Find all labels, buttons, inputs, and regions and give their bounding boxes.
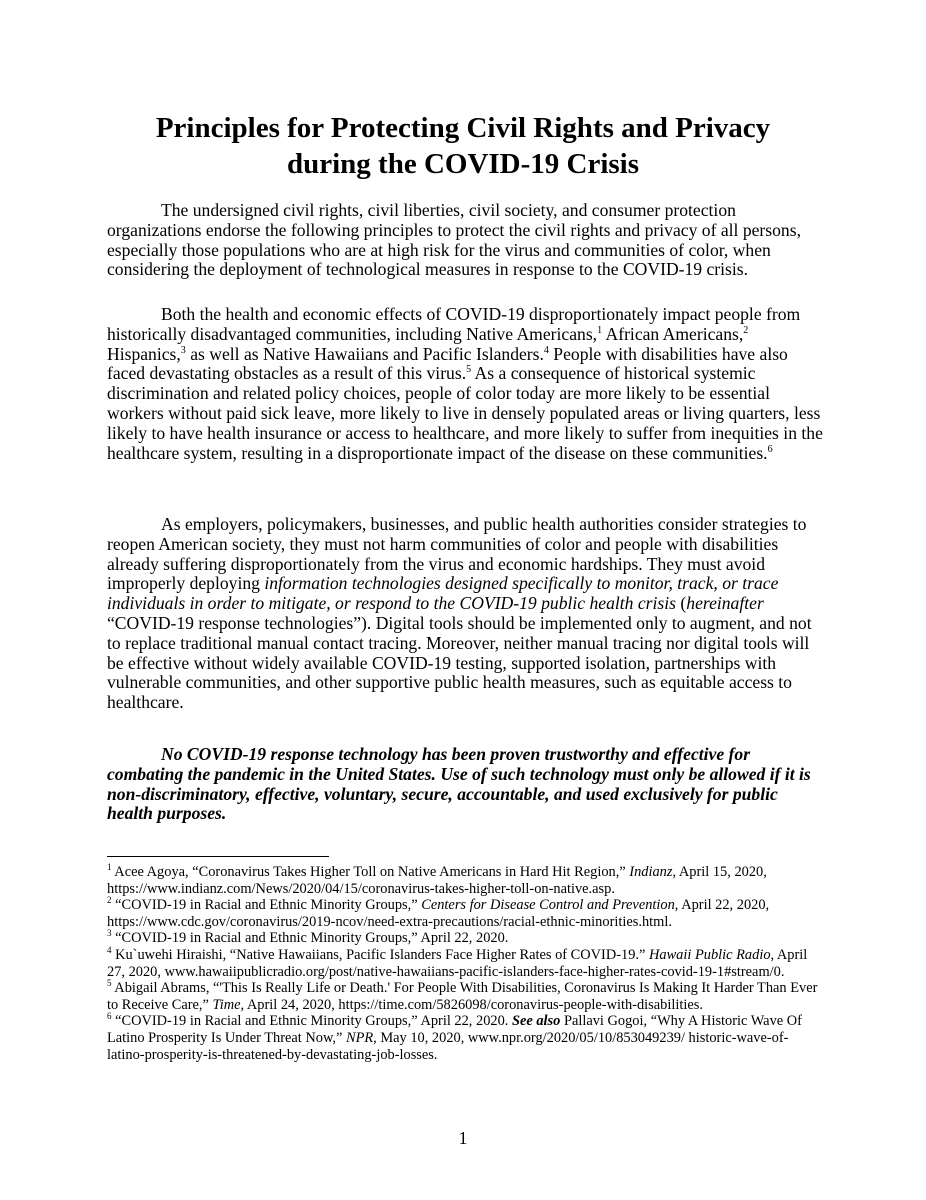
footnote-ref-2: 2 <box>743 324 749 336</box>
page-title <box>100 110 826 182</box>
footnote-6 <box>107 1013 823 1063</box>
key-statement-text: No COVID-19 response technology has been proven trustworthy and effective for combating the pandemic in the United States. Use of such technology must only be allowed if it is non-discriminatory, effective, voluntary, secure, accountable, and used exclusively for public health purposes. <box>107 744 811 824</box>
footnote-ref-3: 3 <box>180 344 186 356</box>
footnote-divider <box>107 856 329 857</box>
intro-paragraph-text: The undersigned civil rights, civil liberties, civil society, and consumer protection organizations endorse the following principles to protect the civil rights and privacy of all persons, especially those populations who are at high risk for the virus and communities of color, when considering the deployment of technological measures in response to the COVID-19 crisis. <box>107 200 801 280</box>
impact-text-5: People with disabilities have also faced devastating obstacles as a result of this virus. <box>107 343 788 384</box>
impact-paragraph <box>107 305 823 463</box>
footnote-4-text-b: , April 27, 2020, www.hawaiipublicradio.org/post/native-hawaiians-pacific-islanders-face-higher-rates-covid-19-1#stream/0. <box>107 946 808 980</box>
strategy-text-1: As employers, policymakers, businesses, and public health authorities consider strategies to reopen American society, they must not harm communities of color and people with disabilities already suffering disproportionately from the virus and economic hardships. They must avoid improperly deploying <box>107 514 807 594</box>
impact-text-6: As a consequence of historical systemic discrimination and related policy choices, people of color today are more likely to be essential workers without paid sick leave, more likely to live in densely populated areas or living quarters, less likely to have health insurance or access to healthcare, and more likely to suffer from inequities in the healthcare system, resulting in a disproportionate impact of the disease on these communities. <box>107 363 823 463</box>
footnote-ref-6: 6 <box>767 443 773 455</box>
footnote-2-text-b: , April 22, 2020, https://www.cdc.gov/coronavirus/2019-ncov/need-extra-precautions/racial-ethnic-minorities.html. <box>107 897 770 930</box>
footnote-4-source: Hawaii Public Radio <box>649 946 771 963</box>
footnote-5-text-a: Abigail Abrams, “'This Is Really Life or Death.' For People With Disabilities, Coronavirus Is Making It Harder Than Ever to Receive Care,” <box>107 980 818 1013</box>
footnote-2 <box>107 897 823 930</box>
footnote-6-text-c: May 10, 2020, www.npr.org/2020/05/10/853049239/ historic-wave-of-latino-prosperity-is-threatened-by-devastating-job-losses. <box>107 1029 789 1063</box>
footnote-1 <box>107 864 823 897</box>
strategy-italic-definition: information technologies designed specifically to monitor, track, or trace individuals in order to mitigate, or respond to the COVID-19 public health crisis <box>107 573 779 614</box>
title-line-2: during the COVID-19 Crisis <box>286 148 640 180</box>
page-number: 1 <box>458 1128 468 1148</box>
footnote-ref-4: 4 <box>543 344 549 356</box>
footnote-2-source: Centers for Disease Control and Prevention <box>421 897 675 914</box>
footnote-3 <box>107 930 823 947</box>
footnote-4-text-a: Ku`uwehi Hiraishi, “Native Hawaiians, Pacific Islanders Face Higher Rates of COVID-19.” <box>111 946 649 963</box>
footnote-6-text-a: “COVID-19 in Racial and Ethnic Minority Groups,” April 22, 2020. <box>111 1013 512 1030</box>
footnote-2-text-a: “COVID-19 in Racial and Ethnic Minority Groups,” <box>111 897 422 914</box>
footnote-1-text-b: , April 15, 2020, https://www.indianz.com/News/2020/04/15/coronavirus-takes-higher-toll-on-native.asp. <box>107 864 767 897</box>
strategy-text-2: ( <box>676 593 687 614</box>
footnote-5-source: Time <box>212 996 241 1013</box>
footnote-1-text-a: Acee Agoya, “Coronavirus Takes Higher Toll on Native Americans in Hard Hit Region,” <box>111 864 630 880</box>
impact-text-1: Both the health and economic effects of COVID-19 disproportionately impact people from historically disadvantaged communities, including Native Americans, <box>107 304 801 344</box>
footnote-4 <box>107 947 823 980</box>
strategy-text-3: “COVID-19 response technologies”). Digital tools should be implemented only to augment, and not to replace traditional manual contact tracing. Moreover, neither manual tracing nor digital tools will be effective without widely available COVID-19 testing, supported isolation, partnerships with vulnerable communities, and other supportive public health measures, such as equitable access to healthcare. <box>107 612 812 713</box>
footnote-5-number: 5 <box>107 978 112 989</box>
footnote-3-text-a: “COVID-19 in Racial and Ethnic Minority Groups,” April 22, 2020. <box>111 930 509 947</box>
key-statement-paragraph <box>107 745 823 824</box>
impact-text-2: African Americans, <box>602 323 744 344</box>
impact-text-3: Hispanics, <box>107 343 181 364</box>
footnote-5-text-b: , April 24, 2020, https://time.com/5826098/coronavirus-people-with-disabilities. <box>240 996 703 1013</box>
footnote-6-text-b: Pallavi Gogoi, “Why A Historic Wave Of Latino Prosperity Is Under Threat Now,” <box>107 1013 802 1046</box>
footnote-6-number: 6 <box>107 1011 112 1022</box>
footnote-ref-1: 1 <box>597 324 603 336</box>
footnotes <box>107 864 823 1063</box>
footnote-3-number: 3 <box>107 928 112 939</box>
footnote-1-source: Indianz <box>629 864 673 880</box>
title-line-1: Principles for Protecting Civil Rights and Privacy <box>155 112 771 144</box>
footnote-ref-5: 5 <box>466 364 472 376</box>
footnote-2-number: 2 <box>107 895 112 906</box>
footnote-1-number: 1 <box>107 862 112 873</box>
footnote-6-source: NPR, <box>345 1029 377 1046</box>
footnote-6-see-also: See also <box>511 1013 561 1030</box>
footnote-5 <box>107 980 823 1013</box>
footnote-4-number: 4 <box>107 945 112 956</box>
strategy-paragraph <box>107 515 823 713</box>
impact-text-4: as well as Native Hawaiians and Pacific Islanders. <box>185 343 544 364</box>
intro-paragraph <box>107 201 823 280</box>
strategy-italic-hereinafter: hereinafter <box>686 593 764 614</box>
